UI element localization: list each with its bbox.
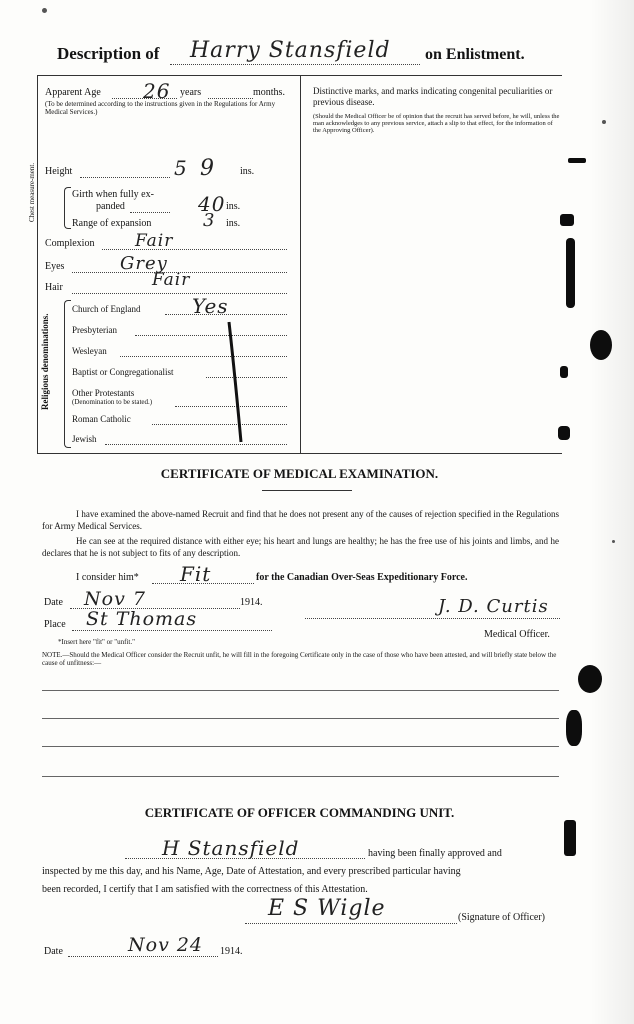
age-note: (To be determined according to the instructions given in the Regulations for Army Medical Services.) <box>45 100 276 116</box>
insert-note: *Insert here "fit" or "unfit." <box>58 638 135 646</box>
distinctive-marks-label: Distinctive marks, and marks indicating congenital peculiarities or previous disease. <box>313 86 553 107</box>
distinctive-marks-note: (Should the Medical Officer be of opinion that the recruit has served before, he will, unless the man acknowledges to any previous service, attach a slip to that effect, for the information of the Approving Officer). <box>313 113 560 134</box>
medical-date-label: Date <box>44 597 63 608</box>
speck-3 <box>612 540 615 543</box>
edge-mark-6 <box>564 820 576 856</box>
edge-mark-3 <box>566 238 575 308</box>
unfitness-line-1 <box>42 690 559 691</box>
unfitness-line-2 <box>42 718 559 719</box>
chest-label: Chest measure-ment. <box>28 162 36 222</box>
consider-value: Fit <box>180 562 212 586</box>
frame-bottom <box>37 453 562 454</box>
unfitness-line-3 <box>42 746 559 747</box>
religion-brace <box>64 300 71 448</box>
commanding-date-value: Nov 24 <box>128 934 204 956</box>
medical-place-label: Place <box>44 619 66 630</box>
height-feet: 5 <box>174 156 188 180</box>
medical-heading-rule <box>262 490 352 491</box>
recruit-name: Harry Stansfield <box>190 38 391 63</box>
medical-para-1: I have examined the above-named Recruit and find that he does not present any of the causes of rejection specified in the Regulations for Army Medical Services. <box>42 509 559 531</box>
expansion-ins-label: ins. <box>226 218 241 229</box>
years-label: years <box>180 87 202 98</box>
commanding-date-year: 1914. <box>220 946 243 957</box>
commanding-text-c: been recorded, I certify that I am satisfied with the correctness of this Attestation. <box>42 884 368 895</box>
medical-heading: CERTIFICATE OF MEDICAL EXAMINATION. <box>160 466 439 481</box>
religion-jewish: Jewish <box>72 434 97 444</box>
height-label: Height <box>45 166 73 177</box>
edge-mark-1 <box>568 158 586 163</box>
commanding-text-b: inspected by me this day, and his Name, Age, Date of Attestation, and every prescribed particular having <box>42 866 461 877</box>
medical-note: NOTE.—Should the Medical Officer consider the Recruit unfit, he will fill in the foregoing Certificate only in the case of those who have been attested, and will briefly state below the cause of unfitness:— <box>42 651 557 667</box>
medical-officer-signature: J. D. Curtis <box>438 596 549 617</box>
denomination-note: (Denomination to be stated.) <box>72 398 153 406</box>
commanding-heading: CERTIFICATE OF OFFICER COMMANDING UNIT. <box>144 805 455 820</box>
speck-2 <box>602 120 606 124</box>
religion-church-of-england-value: Yes <box>192 294 229 318</box>
religion-label: Religious denominations. <box>40 313 50 410</box>
apparent-age-label: Apparent Age <box>45 87 101 98</box>
edge-mark-4 <box>560 366 568 378</box>
eyes-value: Grey <box>120 253 168 274</box>
hair-label: Hair <box>45 282 63 293</box>
religion-presbyterian: Presbyterian <box>72 325 117 335</box>
hair-value: Fair <box>152 270 191 290</box>
form-title-prefix: Description of <box>57 44 160 63</box>
commanding-name-signature: H Stansfield <box>162 836 300 860</box>
religion-other-protestants: Other Protestants <box>72 388 135 398</box>
frame-left <box>37 75 38 453</box>
edge-mark-2 <box>560 214 574 226</box>
months-label: months. <box>253 87 285 98</box>
apparent-age-value: 26 <box>143 79 171 103</box>
religion-wesleyan: Wesleyan <box>72 346 107 356</box>
speck-1 <box>42 8 47 13</box>
commanding-text-a: having been finally approved and <box>368 848 502 859</box>
expansion-value: 3 <box>203 210 216 231</box>
girth-label-1: Girth when fully ex- <box>72 189 154 200</box>
consider-prefix: I consider him* <box>76 572 139 583</box>
binding-hole-3 <box>566 710 582 746</box>
binding-hole-2 <box>578 665 602 693</box>
commanding-officer-signature: E S Wigle <box>268 896 386 921</box>
girth-label-2: panded <box>96 201 125 212</box>
eyes-label: Eyes <box>45 261 65 272</box>
medical-date-value: Nov 7 <box>84 588 146 610</box>
commanding-date-label: Date <box>44 946 63 957</box>
chest-brace <box>64 187 71 229</box>
medical-officer-label: Medical Officer. <box>484 629 550 640</box>
medical-date-year: 1914. <box>240 597 263 608</box>
unfitness-line-4 <box>42 776 559 777</box>
height-inches: 9 <box>200 156 215 181</box>
binding-hole-1 <box>590 330 612 360</box>
consider-suffix: for the Canadian Over-Seas Expeditionary Force. <box>256 572 468 583</box>
commanding-signature-label: (Signature of Officer) <box>458 912 546 923</box>
expansion-label: Range of expansion <box>72 218 152 229</box>
religion-pen-stroke <box>215 318 255 448</box>
religion-baptist: Baptist or Congregationalist <box>72 367 174 377</box>
edge-mark-5 <box>558 426 570 440</box>
girth-ins-label: ins. <box>226 201 241 212</box>
girth-value: 40 <box>198 192 226 216</box>
complexion-value: Fair <box>135 231 174 251</box>
medical-place-value: St Thomas <box>86 608 198 630</box>
scan-edge-shadow <box>590 0 634 1024</box>
height-ins-label: ins. <box>240 166 255 177</box>
medical-para-2: He can see at the required distance with either eye; his heart and lungs are healthy; he has the free use of his joints and limbs, and he declares that he is not subject to fits of any description. <box>42 536 559 558</box>
frame-divider <box>300 75 301 453</box>
form-title-suffix: on Enlistment. <box>425 46 525 63</box>
complexion-label: Complexion <box>45 238 95 249</box>
religion-roman-catholic: Roman Catholic <box>72 414 131 424</box>
religion-church-of-england: Church of England <box>72 304 141 314</box>
